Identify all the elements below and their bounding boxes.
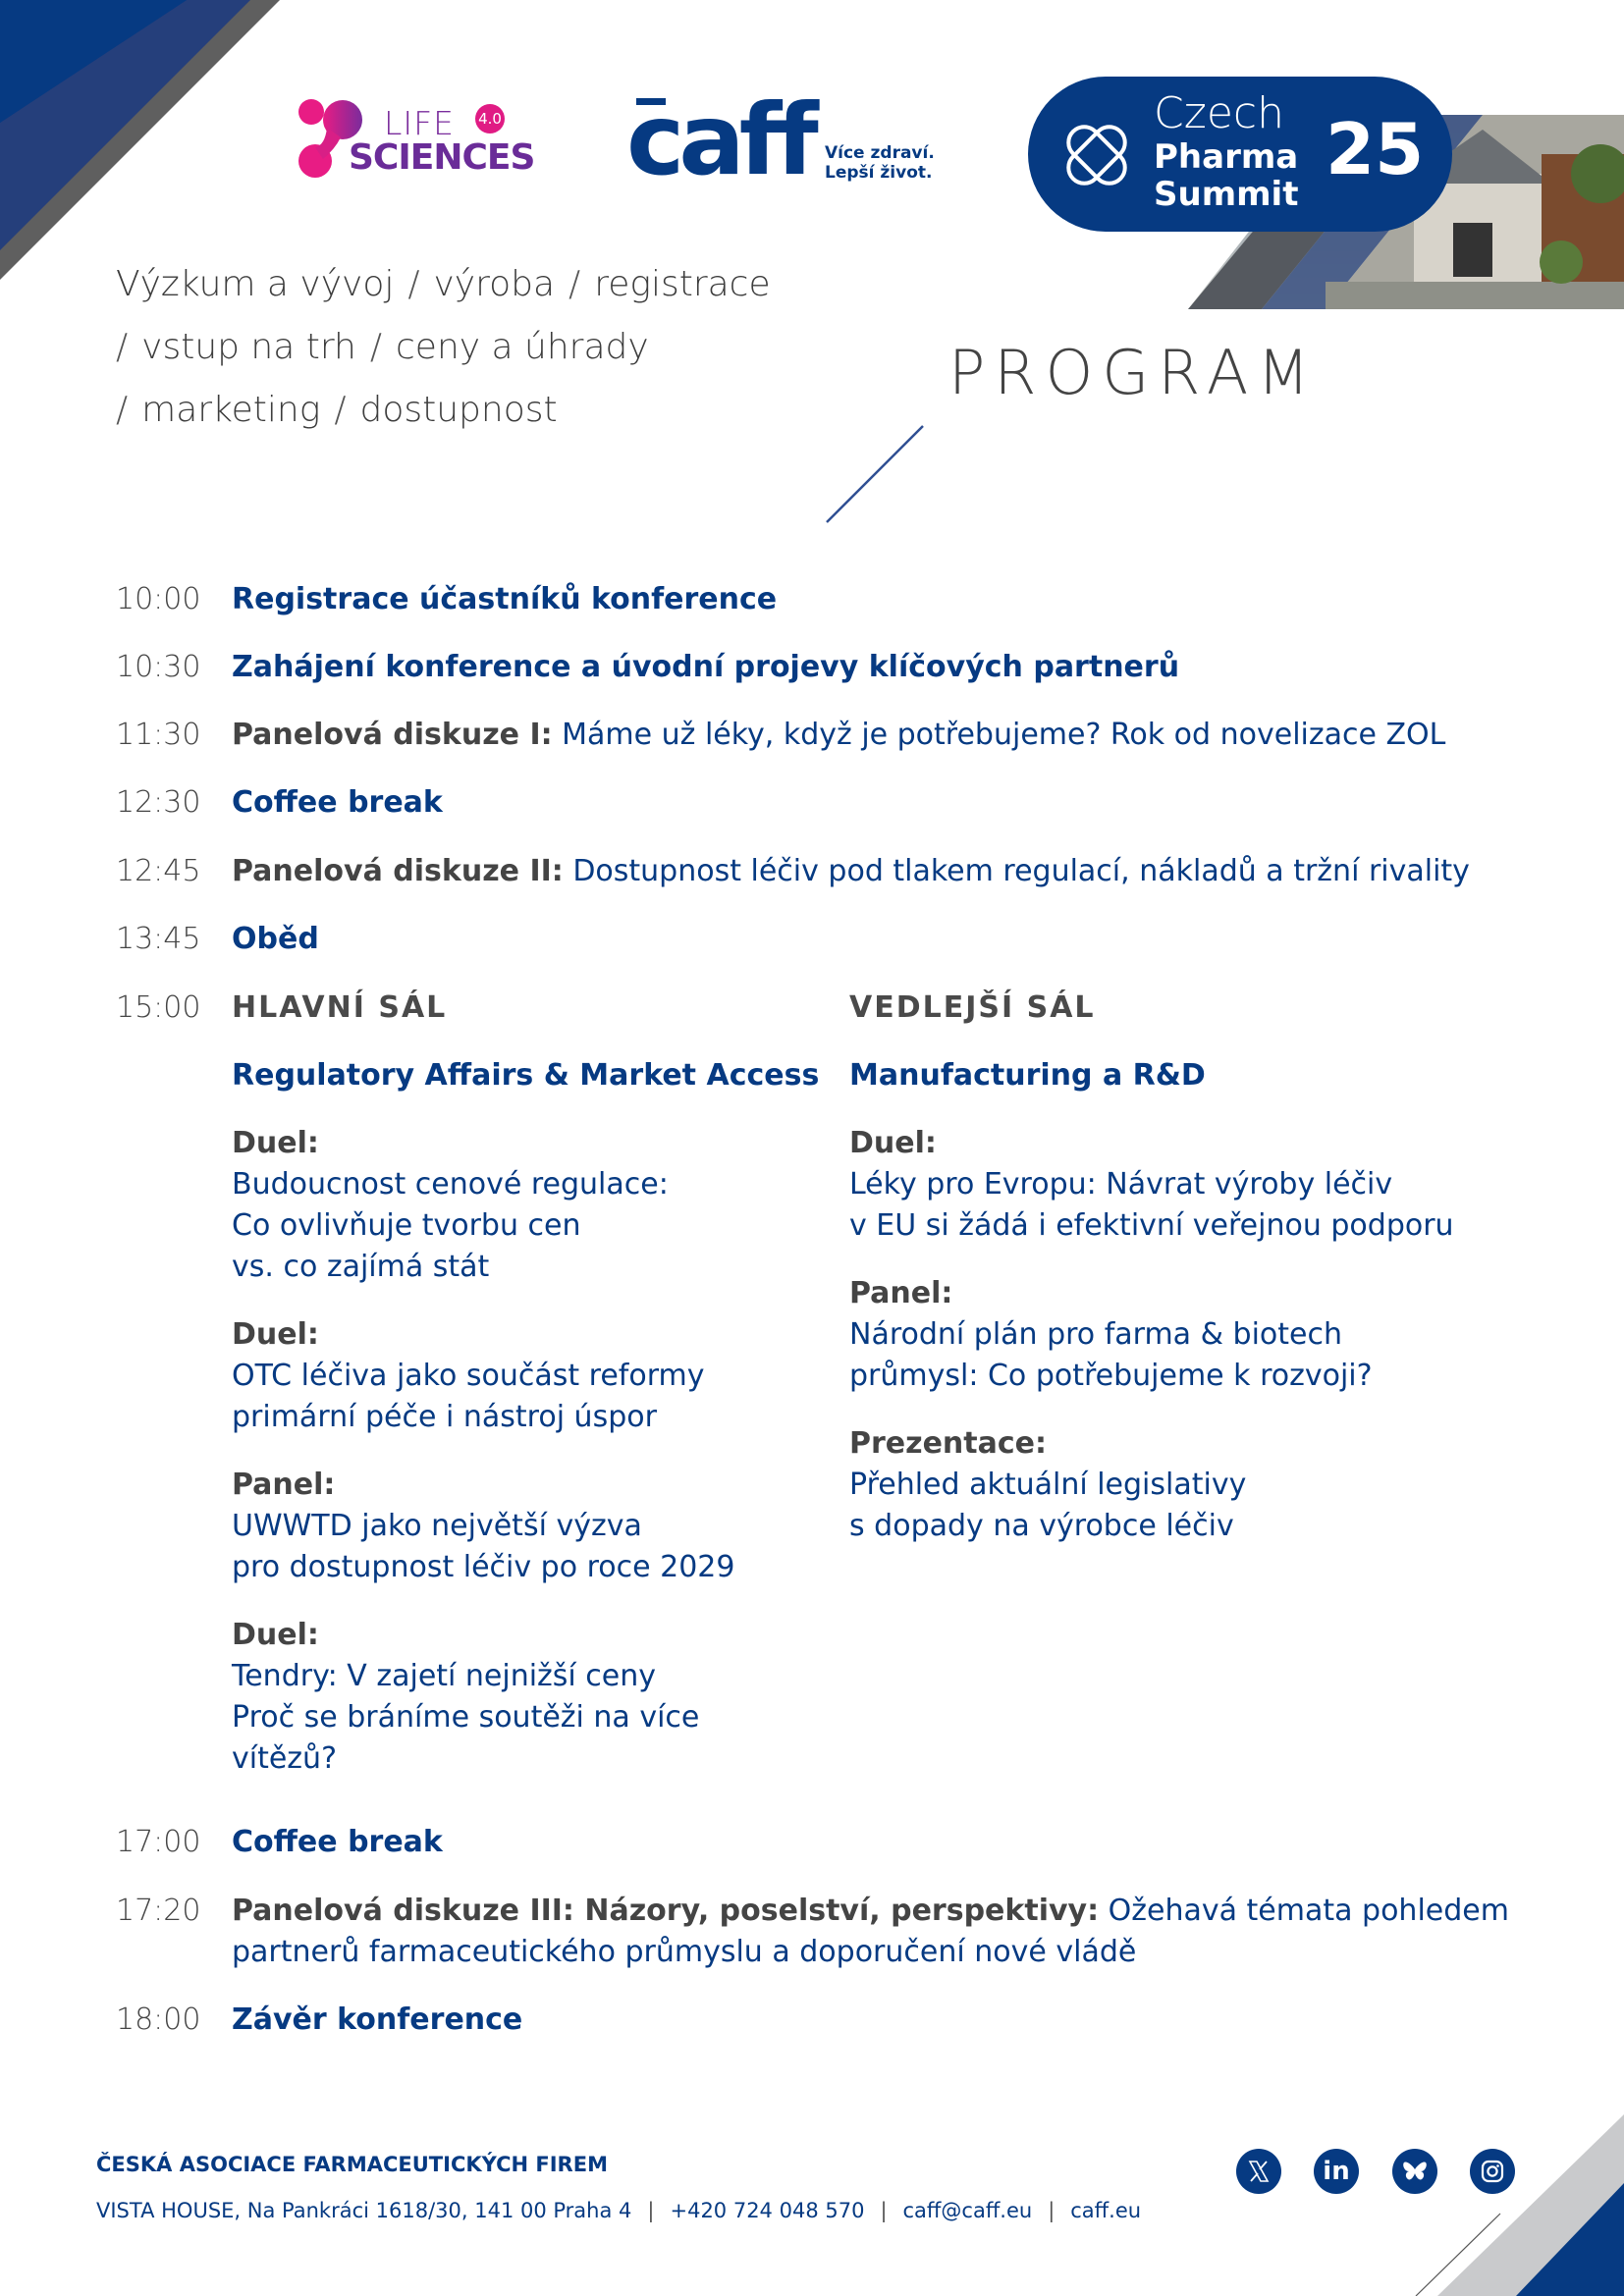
topic-item: ceny a úhrady [396,327,649,367]
summit-badge [1028,77,1452,232]
session-type: Panel: [232,1468,336,1502]
session-title: Máme už léky, když je potřebujeme? Rok od novelizace ZOL [562,718,1446,752]
tagline-line-2 [116,316,771,379]
session-title: Zahájení konference a úvodní projevy klíčových partnerů [232,650,1180,684]
tagline-line-1 [116,253,771,316]
session-block [232,1615,831,1780]
footer-website-link[interactable]: caff.eu [1070,2199,1142,2222]
session-time: 17:00 [116,1825,201,1859]
session-time: 18:00 [116,2002,201,2037]
session-text: UWWTD jako největší výzva pro dostupnost léčiv po roce 2029 [232,1509,735,1584]
session-time: 17:20 [116,1894,201,1928]
x-link[interactable] [1236,2149,1281,2194]
session-time: 15:00 [116,990,201,1025]
session-title: Oběd [232,922,319,956]
session-type: Duel: [232,1317,319,1352]
room-heading: VEDLEJŠÍ SÁL [849,990,1096,1025]
session-block [232,1314,831,1438]
topic-item: registrace [594,264,771,304]
session-prefix: Panelová diskuze II: [232,854,564,888]
session-text: OTC léčiva jako součást reformy primární péče i nástroj úspor [232,1359,705,1434]
session-title: Coffee break [232,1825,443,1859]
corner-decoration-top-left [0,0,295,294]
separator: / [369,327,382,367]
session-type: Duel: [232,1126,319,1160]
caff-tagline [825,143,935,183]
session-time: 11:30 [116,718,201,752]
life-sciences-logo [298,98,543,187]
room-heading: HLAVNÍ SÁL [232,990,448,1025]
caff-logo [626,82,941,197]
session-block [232,1465,831,1588]
caff-tagline-line1: Více zdraví. [825,143,935,163]
session-content [232,1891,1509,1973]
life-sciences-line1: LIFE [384,104,455,142]
separator: / [407,264,420,304]
separator: | [880,2199,888,2222]
separator: / [116,327,129,367]
session-block [232,1123,831,1288]
side-hall-column [849,988,1537,1574]
caff-tagline-line2: Lepší život. [825,163,933,183]
caff-wordmark: caff [626,82,813,197]
footer-organization: ČESKÁ ASOCIACE FARMACEUTICKÝCH FIREM [96,2153,608,2176]
session-title: Registrace účastníků konference [232,582,778,616]
session-time: 10:00 [116,582,201,616]
page-title: PROGRAM [948,337,1319,408]
life-sciences-badge: 4.0 [475,104,505,133]
main-hall-column [232,988,831,1806]
session-text: Budoucnost cenové regulace: Co ovlivňuje tvorbu cen vs. co zajímá stát [232,1167,669,1284]
topic-item: vstup na trh [141,327,356,367]
session-block [849,1423,1537,1547]
session-title: Dostupnost léčiv pod tlakem regulací, nákladů a tržní rivality [572,854,1470,888]
topic-item: Výzkum a vývoj [116,264,395,304]
footer-email-link[interactable]: caff@caff.eu [902,2199,1033,2222]
session-block [849,1273,1537,1397]
summit-line3: Summit [1154,175,1299,214]
footer-address: VISTA HOUSE, Na Pankráci 1618/30, 141 00 Praha 4 [96,2199,632,2222]
summit-line2: Pharma [1154,137,1299,177]
pill-cross-icon [1057,116,1136,194]
session-time: 12:30 [116,785,201,820]
session-prefix: Panelová diskuze III: Názory, poselství, perspektivy: [232,1894,1100,1928]
session-title: Závěr konference [232,2002,523,2037]
session-block [849,1123,1537,1247]
summit-line1: Czech [1154,88,1284,138]
session-type: Duel: [849,1126,937,1160]
linkedin-icon: in [1323,2157,1350,2186]
session-prefix: Panelová diskuze I: [232,718,553,752]
separator: / [334,390,347,430]
separator: | [1048,2199,1056,2222]
session-text: Přehled aktuální legislativy s dopady na výrobce léčiv [849,1468,1247,1543]
session-text: Tendry: V zajetí nejnižší ceny Proč se bráníme soutěži na více vítězů? [232,1659,700,1776]
session-content [232,715,1445,756]
separator: / [568,264,581,304]
separator: / [116,390,129,430]
track-title: Regulatory Affairs & Market Access [232,1058,820,1093]
topic-item: marketing [141,390,321,430]
separator: | [647,2199,655,2222]
session-time: 12:45 [116,854,201,888]
session-text: Léky pro Evropu: Návrat výroby léčiv v EU si žádá i efektivní veřejnou podporu [849,1167,1454,1243]
session-title: Ožehavá témata pohledem [1108,1894,1509,1928]
session-type: Prezentace: [849,1426,1048,1461]
x-icon [1245,2158,1272,2185]
session-type: Panel: [849,1276,953,1310]
session-time: 13:45 [116,922,201,956]
tagline-line-3 [116,379,771,442]
topic-item: výroba [433,264,556,304]
session-type: Duel: [232,1618,319,1652]
footer-phone[interactable]: +420 724 048 570 [670,2199,865,2222]
topic-tagline [116,253,771,442]
session-time: 10:30 [116,650,201,684]
session-title: Coffee break [232,785,443,820]
session-title-line2: partnerů farmaceutického průmyslu a doporučení nové vládě [232,1935,1137,1969]
summit-year: 25 [1326,108,1425,190]
decorative-slash [821,422,929,526]
footer-contact [96,2199,1141,2222]
session-content [232,851,1470,892]
topic-item: dostupnost [359,390,558,430]
corner-decoration-bottom-right [1329,2080,1624,2296]
life-sciences-line2: SCIENCES [349,137,535,178]
track-title: Manufacturing a R&D [849,1058,1206,1093]
session-text: Národní plán pro farma & biotech průmysl: Co potřebujeme k rozvoji? [849,1317,1373,1393]
